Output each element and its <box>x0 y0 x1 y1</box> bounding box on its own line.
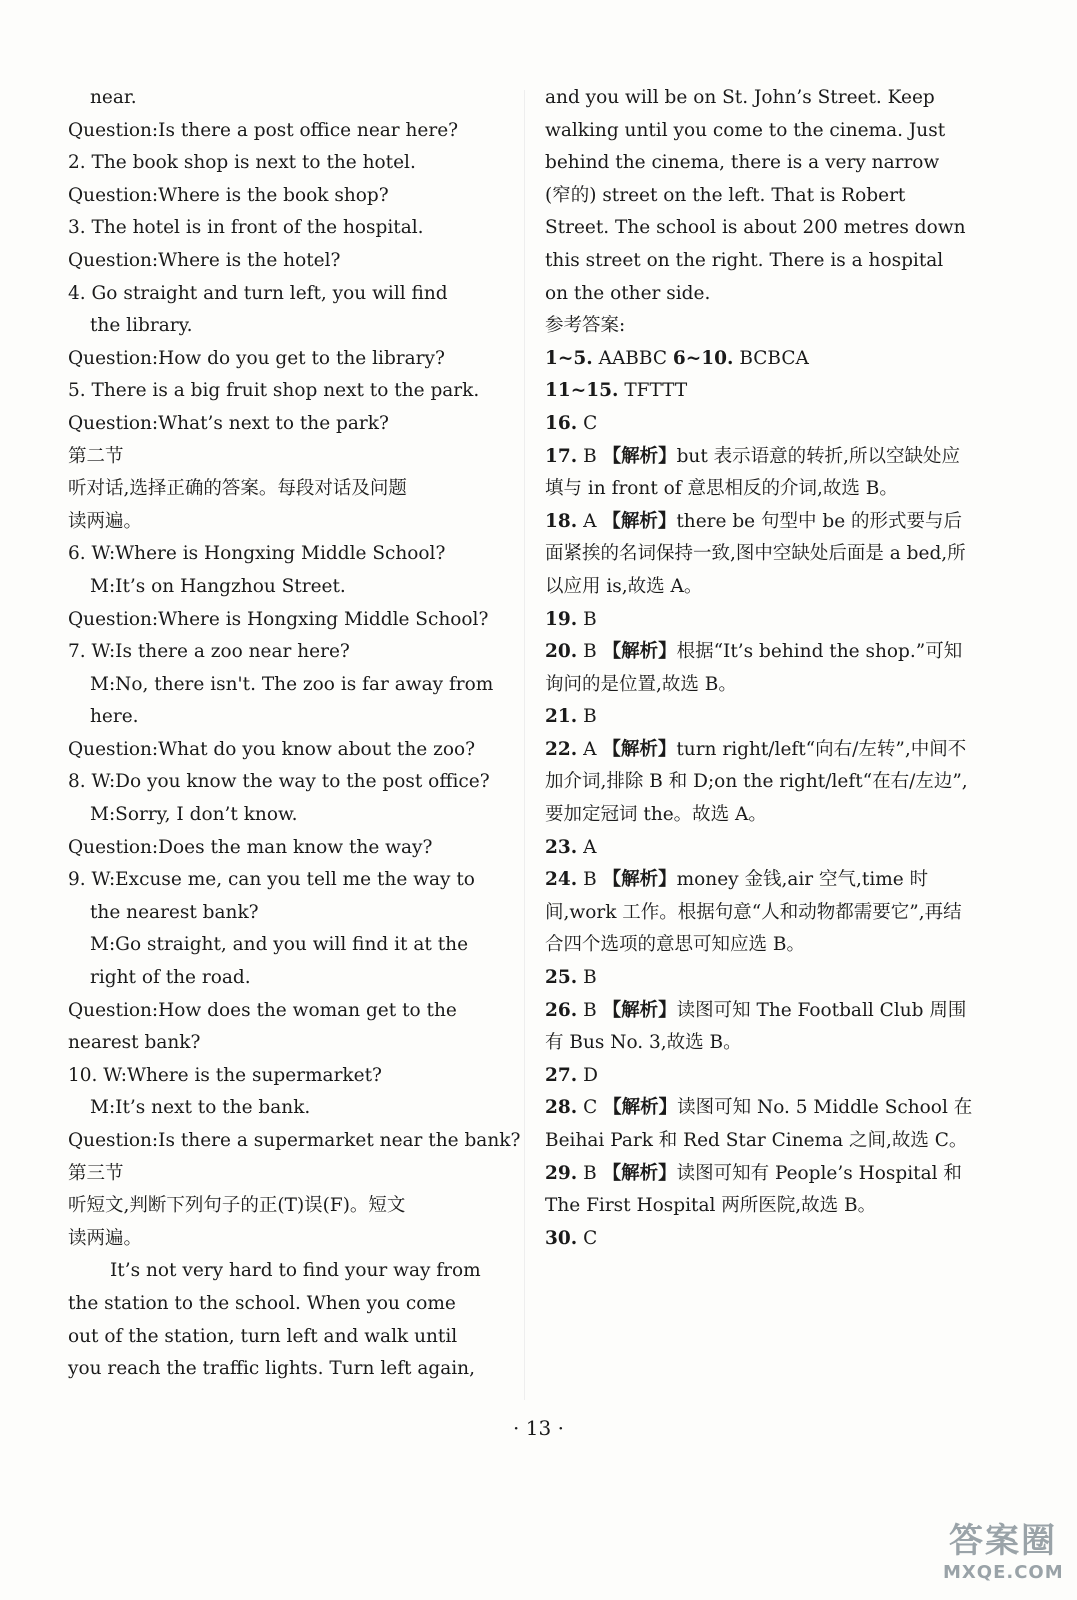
watermark-logo <box>943 1520 1063 1590</box>
left-line: 5. There is a big fruit shop next to the park. <box>68 380 480 402</box>
left-line: Question:How do you get to the library? <box>68 347 445 369</box>
left-line: the library. <box>90 315 193 337</box>
column-divider <box>524 90 525 1400</box>
answer-number: 25. <box>545 967 578 989</box>
explanation-tag: 【解析】 <box>602 1162 677 1184</box>
left-line: M:Go straight, and you will find it at the <box>90 934 469 956</box>
left-line: the station to the school. When you come <box>68 1292 456 1314</box>
explanation-text: 根据“It’s behind the shop.”可知询问的是位置,故选 B。 <box>545 641 963 695</box>
answer-letter: D <box>583 1064 598 1086</box>
answer-letter: A <box>583 510 597 532</box>
answer-item <box>545 1223 977 1256</box>
answer-number: 16. <box>545 412 578 434</box>
answer-item <box>545 343 977 376</box>
answer-item <box>545 734 977 832</box>
answer-number: 19. <box>545 608 578 630</box>
left-line: 7. W:Is there a zoo near here? <box>68 641 350 663</box>
left-line: 读两遍。 <box>68 510 143 532</box>
answer-item <box>545 832 977 865</box>
passage-line: walking until you come to the cinema. Just <box>545 119 946 141</box>
answer-item <box>545 375 977 408</box>
left-line: 8. W:Do you know the way to the post office? <box>68 771 490 793</box>
answer-number: 20. <box>545 641 578 663</box>
explanation-text: 读图可知 The Football Club 周围有 Bus No. 3,故选 B。 <box>545 999 967 1054</box>
answer-letter: B <box>583 999 597 1021</box>
left-column <box>68 82 521 1386</box>
passage-line: (窄的) street on the left. That is Robert <box>545 184 906 206</box>
left-line: Question:Does the man know the way? <box>68 836 433 858</box>
answer-item <box>545 1092 977 1157</box>
left-line: M:It’s next to the bank. <box>90 1097 311 1119</box>
left-line: 3. The hotel is in front of the hospital. <box>68 217 424 239</box>
left-line: you reach the traffic lights. Turn left again, <box>68 1358 475 1380</box>
answer-number: 24. <box>545 869 578 891</box>
answer-item <box>545 864 977 962</box>
answer-number: 6~10. <box>672 347 734 369</box>
explanation-text: money 金钱,air 空气,time 时间,work 工作。根据句意“人和动物都需要它”,再结合四个选项的意思可知应选 B。 <box>545 869 962 956</box>
answer-item <box>545 636 977 701</box>
answer-number: 23. <box>545 836 578 858</box>
answer-letter: B <box>583 641 597 663</box>
left-line: out of the station, turn left and walk until <box>68 1325 458 1347</box>
left-line: Question:Is there a post office near here? <box>68 119 459 141</box>
answer-number: 17. <box>545 445 578 467</box>
explanation-text: 读图可知 No. 5 Middle School 在 Beihai Park 和 Red Star Cinema 之间,故选 C。 <box>545 1097 973 1151</box>
watermark-bottom-text: MXQE.COM <box>943 1562 1064 1583</box>
explanation-tag: 【解析】 <box>602 641 677 663</box>
answer-number: 28. <box>545 1097 578 1119</box>
explanation-text: but 表示语意的转折,所以空缺处应填与 in front of 意思相反的介词,故选 B。 <box>545 445 961 500</box>
explanation-tag: 【解析】 <box>602 869 677 891</box>
watermark-top-text: 答案圈 <box>949 1521 1057 1561</box>
left-line: M:No, there isn't. The zoo is far away from <box>90 673 494 695</box>
listening-passage-continued <box>545 82 977 310</box>
left-line: 第二节 <box>68 445 124 467</box>
right-column <box>545 82 977 1255</box>
answer-letter: C <box>583 1227 598 1249</box>
explanation-tag: 【解析】 <box>602 999 677 1021</box>
left-line: near. <box>90 87 137 108</box>
left-line: M:It’s on Hangzhou Street. <box>90 575 346 597</box>
left-line: 9. W:Excuse me, can you tell me the way to <box>68 869 475 891</box>
answer-key-list <box>545 343 977 1256</box>
passage-line: behind the cinema, there is a very narrow <box>545 152 940 174</box>
left-line: right of the road. <box>90 967 251 989</box>
answer-item <box>545 962 977 995</box>
left-line: Question:Where is the hotel? <box>68 249 341 271</box>
answer-letter: C <box>583 412 598 434</box>
answer-number: 26. <box>545 999 578 1021</box>
left-line: Question:Where is the book shop? <box>68 184 389 206</box>
answer-letter: B <box>583 1162 597 1184</box>
answer-letter: TFTTT <box>624 380 688 402</box>
left-line: the nearest bank? <box>90 901 259 923</box>
answer-item <box>545 995 977 1060</box>
answer-letter: A <box>583 738 597 760</box>
explanation-text: 读图可知有 People’s Hospital 和 The First Hospital 两所医院,故选 B。 <box>545 1162 962 1217</box>
answer-letter: B <box>583 706 597 728</box>
answer-item <box>545 506 977 604</box>
explanation-text: there be 句型中 be 的形式要与后面紧挨的名词保持一致,图中空缺处后面是 a bed,所以应用 is,故选 A。 <box>545 510 966 597</box>
answer-key-heading: 参考答案: <box>545 315 626 337</box>
answer-letter: B <box>583 608 597 630</box>
passage-line: Street. The school is about 200 metres down <box>545 217 966 239</box>
left-line: Question:How does the woman get to the <box>68 999 457 1021</box>
explanation-tag: 【解析】 <box>602 445 677 467</box>
passage-line: and you will be on St. John’s Street. Keep <box>545 87 935 108</box>
answer-number: 29. <box>545 1162 578 1184</box>
explanation-tag: 【解析】 <box>602 510 677 532</box>
answer-letter: C <box>583 1097 598 1119</box>
answer-number: 21. <box>545 706 578 728</box>
answer-item <box>545 408 977 441</box>
left-line: Question:What’s next to the park? <box>68 412 389 434</box>
answer-letter: BCBCA <box>739 347 809 369</box>
answer-item <box>545 701 977 734</box>
left-line: 6. W:Where is Hongxing Middle School? <box>68 543 446 565</box>
answer-number: 18. <box>545 510 578 532</box>
left-line: 听对话,选择正确的答案。每段对话及问题 <box>68 478 407 500</box>
page-number: · 13 · <box>513 1416 564 1440</box>
answer-letter: B <box>583 445 597 467</box>
left-line: Question:Is there a supermarket near the bank? <box>68 1130 521 1151</box>
answer-number: 1~5. <box>545 347 593 369</box>
answer-number: 22. <box>545 738 578 760</box>
answer-letter: B <box>583 869 597 891</box>
left-line: 听短文,判断下列句子的正(T)误(F)。短文 <box>68 1195 406 1217</box>
answer-item <box>545 1060 977 1093</box>
explanation-text: turn right/left“向右/左转”,中间不加介词,排除 B 和 D;on the right/left“在右/左边”,要加定冠词 the。故选 A。 <box>545 738 968 826</box>
left-line: M:Sorry, I don’t know. <box>90 804 298 826</box>
left-line: 读两遍。 <box>68 1227 143 1249</box>
left-line: here. <box>90 706 139 728</box>
left-line: nearest bank? <box>68 1032 201 1054</box>
answer-item <box>545 1158 977 1223</box>
answer-letter: A <box>583 836 597 858</box>
left-line: Question:Where is Hongxing Middle School? <box>68 608 489 630</box>
left-line: Question:What do you know about the zoo? <box>68 738 476 760</box>
left-line: 10. W:Where is the supermarket? <box>68 1064 382 1086</box>
left-line: 第三节 <box>68 1162 124 1184</box>
left-line: 2. The book shop is next to the hotel. <box>68 152 416 174</box>
left-line: 4. Go straight and turn left, you will find <box>68 282 448 304</box>
answer-item <box>545 604 977 637</box>
answer-number: 27. <box>545 1064 578 1086</box>
answer-number: 30. <box>545 1227 578 1249</box>
passage-line: on the other side. <box>545 282 711 304</box>
answer-number: 11~15. <box>545 380 619 402</box>
answer-letter: AABBC <box>598 347 667 369</box>
explanation-tag: 【解析】 <box>602 738 677 760</box>
explanation-tag: 【解析】 <box>603 1097 678 1119</box>
passage-line: this street on the right. There is a hospital <box>545 249 944 271</box>
answer-letter: B <box>583 967 597 989</box>
left-line: It’s not very hard to find your way from <box>110 1260 481 1282</box>
answer-item <box>545 441 977 506</box>
